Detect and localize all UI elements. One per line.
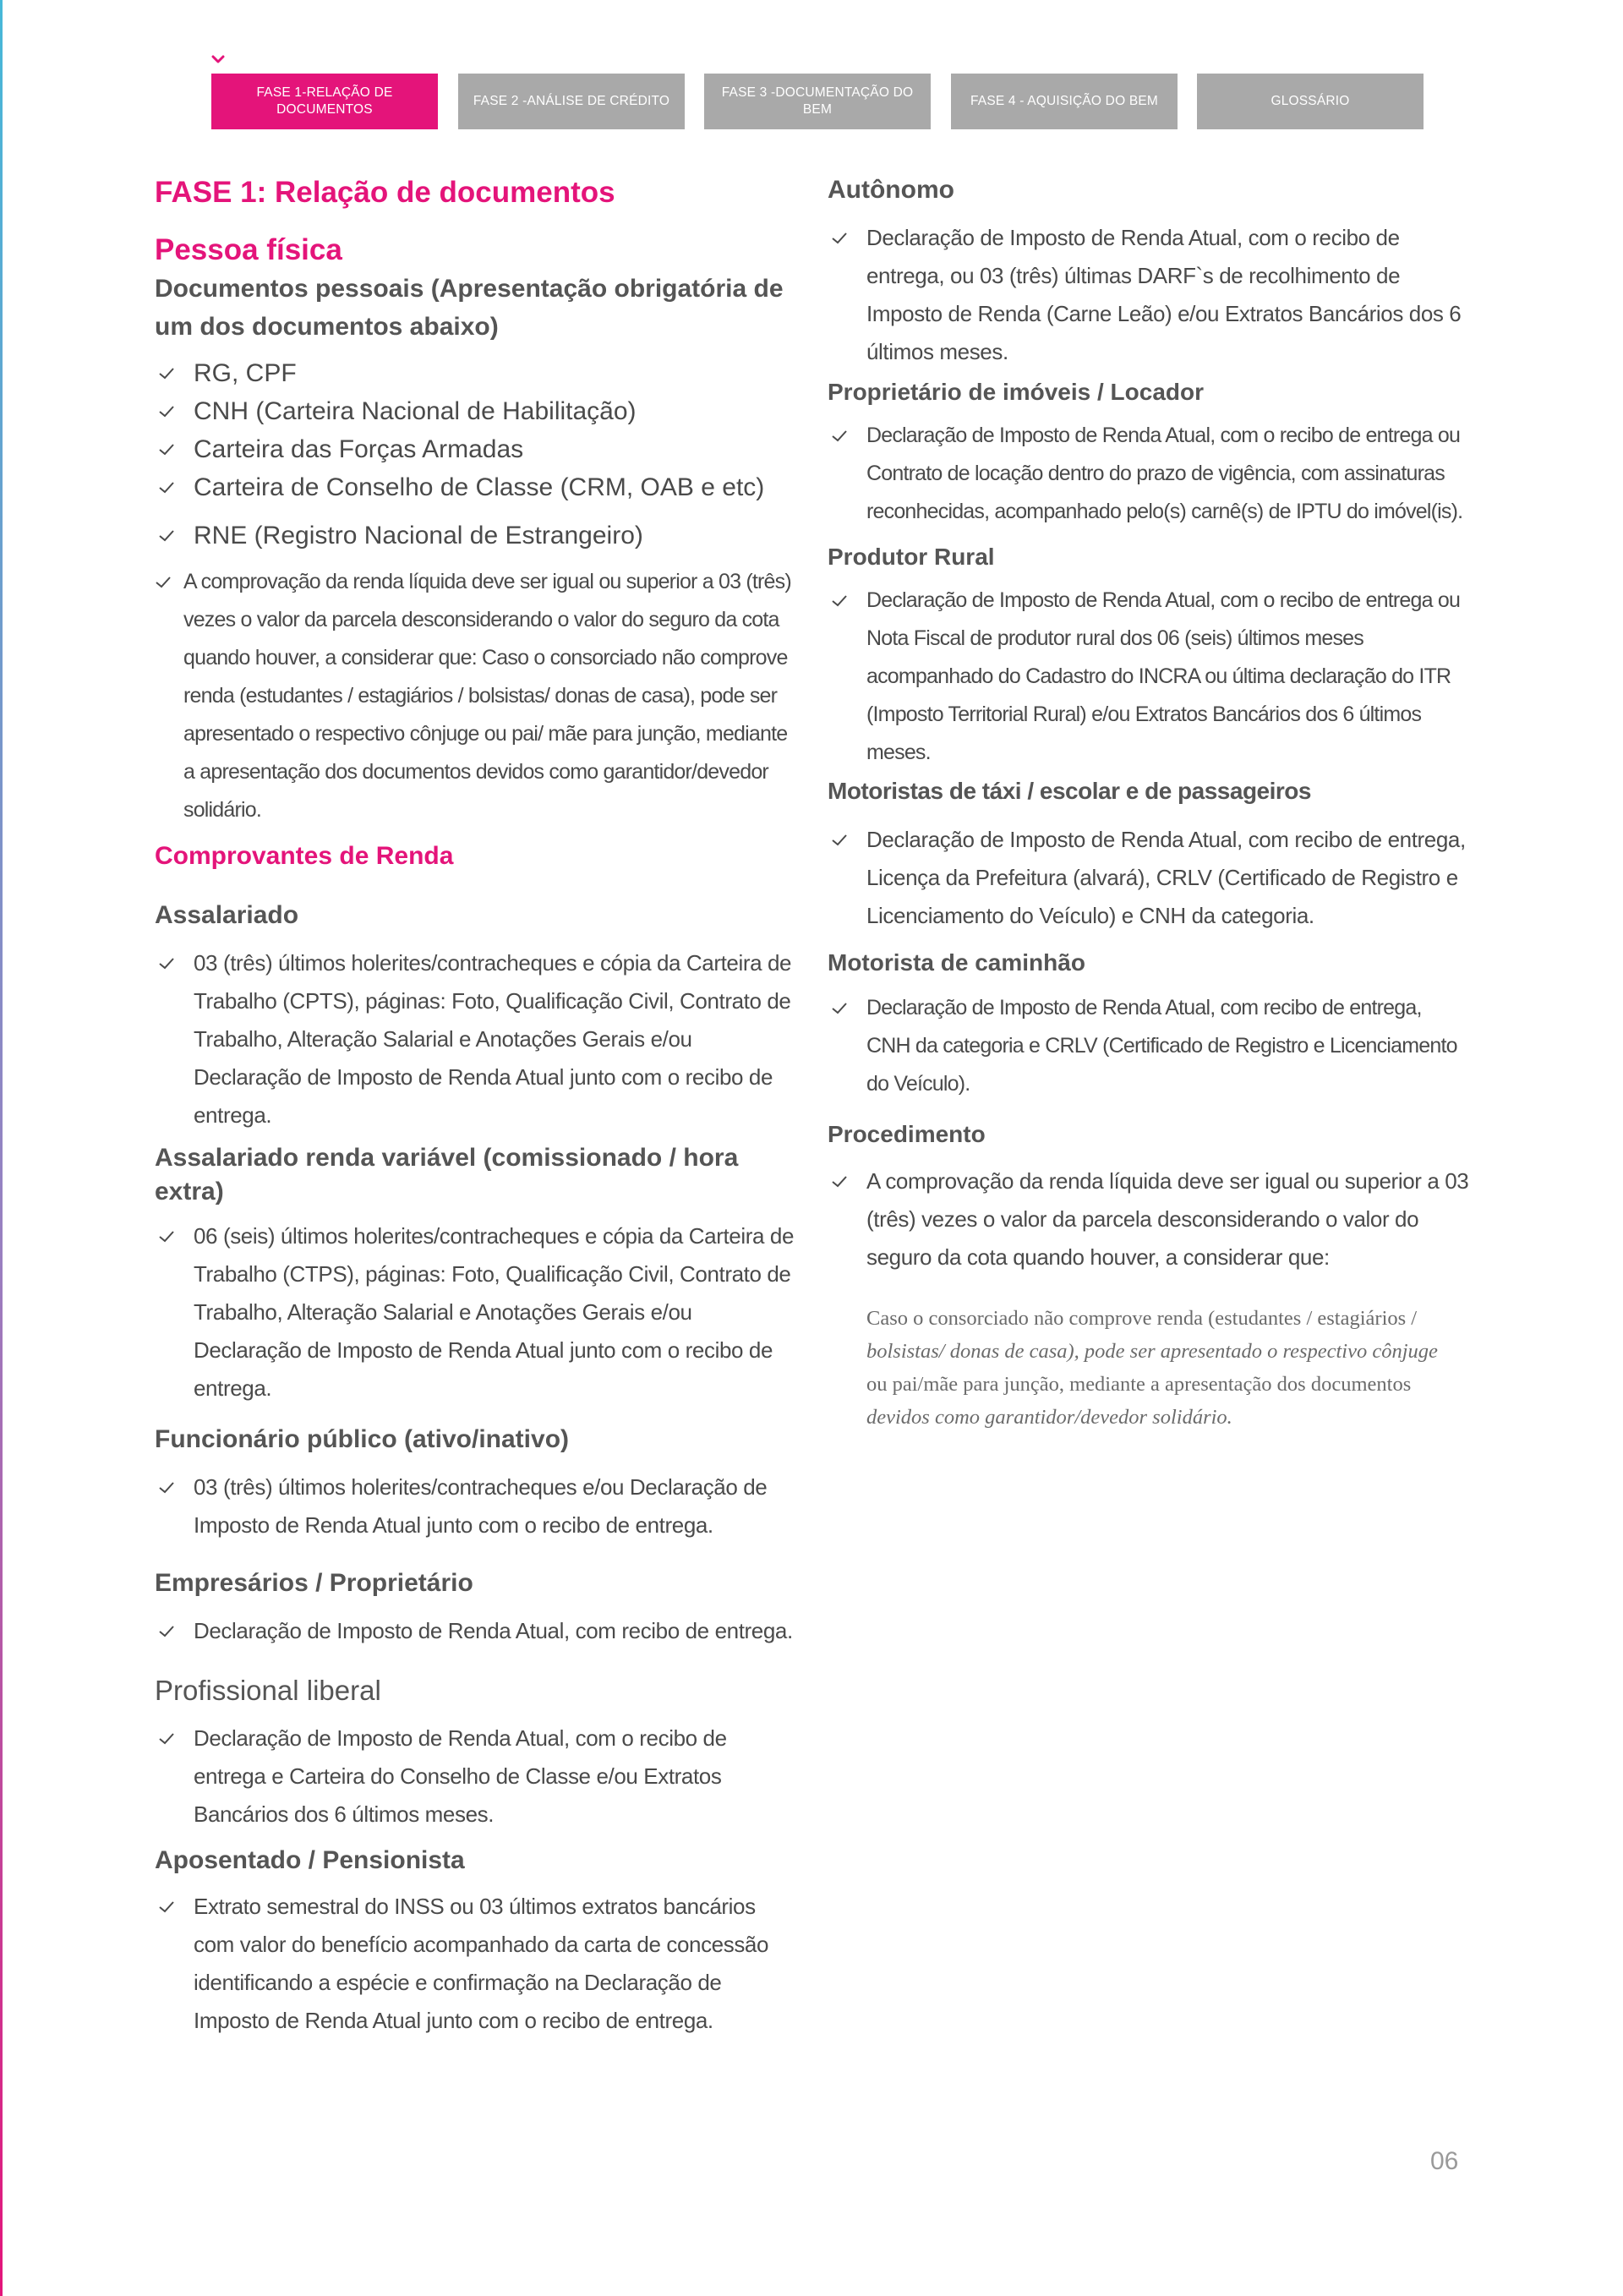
list-item-text: Declaração de Imposto de Renda Atual, com recibo de entrega. bbox=[194, 1618, 793, 1643]
check-icon bbox=[158, 1900, 175, 1914]
check-icon bbox=[158, 957, 175, 970]
autonomo-heading: Autônomo bbox=[828, 176, 954, 204]
check-icon bbox=[158, 1732, 175, 1746]
list-item bbox=[828, 582, 1470, 772]
list-item bbox=[828, 417, 1470, 531]
list-item bbox=[828, 219, 1470, 371]
produtor-list bbox=[828, 582, 1470, 772]
note-line-3: ou pai/mãe para junção, mediante a apresentação dos documentos bbox=[866, 1373, 1412, 1396]
list-item-text: RNE (Registro Nacional de Estrangeiro) bbox=[194, 522, 643, 549]
list-item bbox=[828, 1162, 1470, 1276]
assalariado-variavel-list bbox=[155, 1217, 801, 1408]
check-icon bbox=[158, 1625, 175, 1638]
motorista-caminhao-list bbox=[828, 989, 1470, 1103]
phase-tabs bbox=[211, 74, 1415, 129]
list-item-text: 06 (seis) últimos holerites/contracheques e cópia da Carteira de Trabalho (CTPS), páginas: Foto, Qualificação Civil, Contrato de Trabalho, Alteração Salarial e Anotações Gerais e/ou Declaração de Imposto de Renda Atual junto com o recibo de entrega. bbox=[194, 1223, 795, 1401]
list-item bbox=[828, 989, 1470, 1103]
tab-glossario[interactable]: GLOSSÁRIO bbox=[1197, 74, 1424, 129]
funcionario-heading: Funcionário público (ativo/inativo) bbox=[155, 1425, 570, 1453]
motorista-caminhao-heading: Motorista de caminhão bbox=[828, 949, 1085, 976]
check-icon bbox=[831, 429, 848, 443]
aposentado-heading: Aposentado / Pensionista bbox=[155, 1846, 465, 1874]
note-line-2: bolsistas/ donas de casa), pode ser apresentado o respectivo cônjuge bbox=[866, 1340, 1438, 1363]
check-icon bbox=[831, 1175, 848, 1189]
check-icon bbox=[831, 834, 848, 847]
right-column bbox=[828, 173, 1470, 1434]
list-item-text: Declaração de Imposto de Renda Atual, com recibo de entrega, CNH da categoria e CRLV (Certificado de Registro e Licenciamento do Veículo). bbox=[866, 996, 1457, 1096]
empresarios-heading: Empresários / Proprietário bbox=[155, 1569, 473, 1597]
list-item bbox=[155, 1217, 801, 1408]
procedimento-list bbox=[828, 1162, 1470, 1276]
active-tab-heart-icon bbox=[211, 54, 225, 66]
list-item bbox=[155, 392, 801, 430]
check-icon bbox=[158, 481, 175, 495]
assalariado-variavel-heading: Assalariado renda variável (comissionado / hora extra) bbox=[155, 1144, 739, 1205]
profissional-list bbox=[155, 1719, 801, 1834]
id-docs-list bbox=[155, 354, 801, 555]
check-icon bbox=[158, 367, 175, 380]
check-icon bbox=[158, 1230, 175, 1244]
list-item-text: Extrato semestral do INSS ou 03 últimos extratos bancários com valor do benefício acompanhado da carta de concessão identificando a espécie e confirmação na Declaração de Imposto de Renda Atual junto com o recibo de entrega. bbox=[194, 1894, 769, 2033]
list-item bbox=[155, 1612, 801, 1650]
empresarios-list bbox=[155, 1612, 801, 1650]
renda-note-list bbox=[155, 563, 801, 829]
tab-fase-2[interactable]: FASE 2 -ANÁLISE DE CRÉDITO bbox=[458, 74, 685, 129]
list-item bbox=[155, 1888, 801, 2040]
page-title: FASE 1: Relação de documentos bbox=[155, 176, 615, 209]
list-item-text: Declaração de Imposto de Renda Atual, com o recibo de entrega, ou 03 (três) últimas DARF`s de recolhimento de Imposto de Renda (Carne Leão) e/ou Extratos Bancários dos 6 últimos meses. bbox=[866, 225, 1462, 364]
note-line-4: devidos como garantidor/devedor solidário. bbox=[866, 1406, 1232, 1429]
assalariado-heading: Assalariado bbox=[155, 901, 299, 929]
assalariado-list bbox=[155, 944, 801, 1134]
check-icon bbox=[831, 1002, 848, 1015]
autonomo-list bbox=[828, 219, 1470, 371]
check-icon bbox=[831, 232, 848, 245]
check-icon bbox=[831, 594, 848, 608]
list-item-text: 03 (três) últimos holerites/contracheques e cópia da Carteira de Trabalho (CPTS), páginas: Foto, Qualificação Civil, Contrato de Trabalho, Alteração Salarial e Anotações Gerais e/ou Declaração de Imposto de Renda Atual junto com o recibo de entrega. bbox=[194, 950, 792, 1128]
list-item-text: Declaração de Imposto de Renda Atual, com o recibo de entrega e Carteira do Conselho de Classe e/ou Extratos Bancários dos 6 últimos meses. bbox=[194, 1725, 727, 1827]
note-line-1: Caso o consorciado não comprove renda (estudantes / estagiários / bbox=[866, 1307, 1418, 1330]
list-item-text: Declaração de Imposto de Renda Atual, com o recibo de entrega ou Contrato de locação dentro do prazo de vigência, com assinaturas reconhecidas, acompanhado pelo(s) carnê(s) de IPTU do imóvel(is). bbox=[866, 424, 1463, 523]
tab-fase-3[interactable]: FASE 3 -DOCUMENTAÇÃO DO BEM bbox=[704, 74, 931, 129]
docs-pessoais-heading: Documentos pessoais (Apresentação obrigatória de um dos documentos abaixo) bbox=[155, 275, 784, 341]
list-item bbox=[828, 821, 1470, 935]
page-number: 06 bbox=[1430, 2147, 1459, 2175]
list-item bbox=[155, 1468, 801, 1544]
list-item bbox=[155, 1719, 801, 1834]
check-icon bbox=[155, 576, 172, 589]
motoristas-taxi-heading: Motoristas de táxi / escolar e de passageiros bbox=[828, 778, 1311, 804]
tab-fase-1[interactable]: FASE 1-RELAÇÃO DE DOCUMENTOS bbox=[211, 74, 438, 129]
tab-fase-4[interactable]: FASE 4 - AQUISIÇÃO DO BEM bbox=[951, 74, 1178, 129]
proprietario-list bbox=[828, 417, 1470, 531]
check-icon bbox=[158, 529, 175, 543]
motoristas-taxi-list bbox=[828, 821, 1470, 935]
pessoa-fisica-heading: Pessoa física bbox=[155, 233, 342, 266]
list-item bbox=[155, 944, 801, 1134]
procedimento-heading: Procedimento bbox=[828, 1121, 986, 1147]
check-icon bbox=[158, 443, 175, 456]
list-item-text: CNH (Carteira Nacional de Habilitação) bbox=[194, 397, 637, 425]
list-item-text: Carteira de Conselho de Classe (CRM, OAB e etc) bbox=[194, 473, 765, 501]
produtor-heading: Produtor Rural bbox=[828, 544, 995, 570]
aposentado-list bbox=[155, 1888, 801, 2040]
check-icon bbox=[158, 1481, 175, 1495]
funcionario-list bbox=[155, 1468, 801, 1544]
page-edge-gradient bbox=[0, 0, 3, 2296]
list-item bbox=[155, 430, 801, 468]
comprovantes-heading: Comprovantes de Renda bbox=[155, 842, 454, 870]
list-item-text: Declaração de Imposto de Renda Atual, com o recibo de entrega ou Nota Fiscal de produtor rural dos 06 (seis) últimos meses acompanhado do Cadastro do INCRA ou última declaração do ITR (Imposto Territorial Rural) e/ou Extratos Bancários dos 6 últimos meses. bbox=[866, 588, 1461, 764]
renda-note-text: A comprovação da renda líquida deve ser igual ou superior a 03 (três) vezes o valor da parcela desconsiderando o valor do seguro da cota quando houver, a considerar que: Caso o consorciado não comprove renda (estudantes / estagiários / bolsistas/ donas de casa), pode ser apresentado o respectivo cônjuge ou pai/ mãe para junção, mediante a apresentação dos documentos devidos como garantidor/devedor solidário. bbox=[183, 570, 791, 822]
list-item-text: Declaração de Imposto de Renda Atual, com recibo de entrega, Licença da Prefeitura (alvará), CRLV (Certificado de Registro e Licenciamento do Veículo) e CNH da categoria. bbox=[866, 827, 1466, 928]
list-item-text: A comprovação da renda líquida deve ser igual ou superior a 03 (três) vezes o valor da parcela desconsiderando o valor do seguro da cota quando houver, a considerar que: bbox=[866, 1168, 1469, 1270]
list-item bbox=[155, 517, 801, 555]
list-item-text: Carteira das Forças Armadas bbox=[194, 435, 524, 463]
list-item-text: 03 (três) últimos holerites/contracheques e/ou Declaração de Imposto de Renda Atual junto com o recibo de entrega. bbox=[194, 1474, 768, 1538]
procedimento-note bbox=[828, 1302, 1470, 1434]
check-icon bbox=[158, 405, 175, 418]
list-item bbox=[155, 563, 801, 829]
list-item bbox=[155, 468, 801, 506]
proprietario-heading: Proprietário de imóveis / Locador bbox=[828, 379, 1205, 405]
list-item bbox=[155, 354, 801, 392]
list-item-text: RG, CPF bbox=[194, 359, 297, 387]
profissional-heading: Profissional liberal bbox=[155, 1675, 381, 1706]
left-column bbox=[155, 173, 801, 2040]
